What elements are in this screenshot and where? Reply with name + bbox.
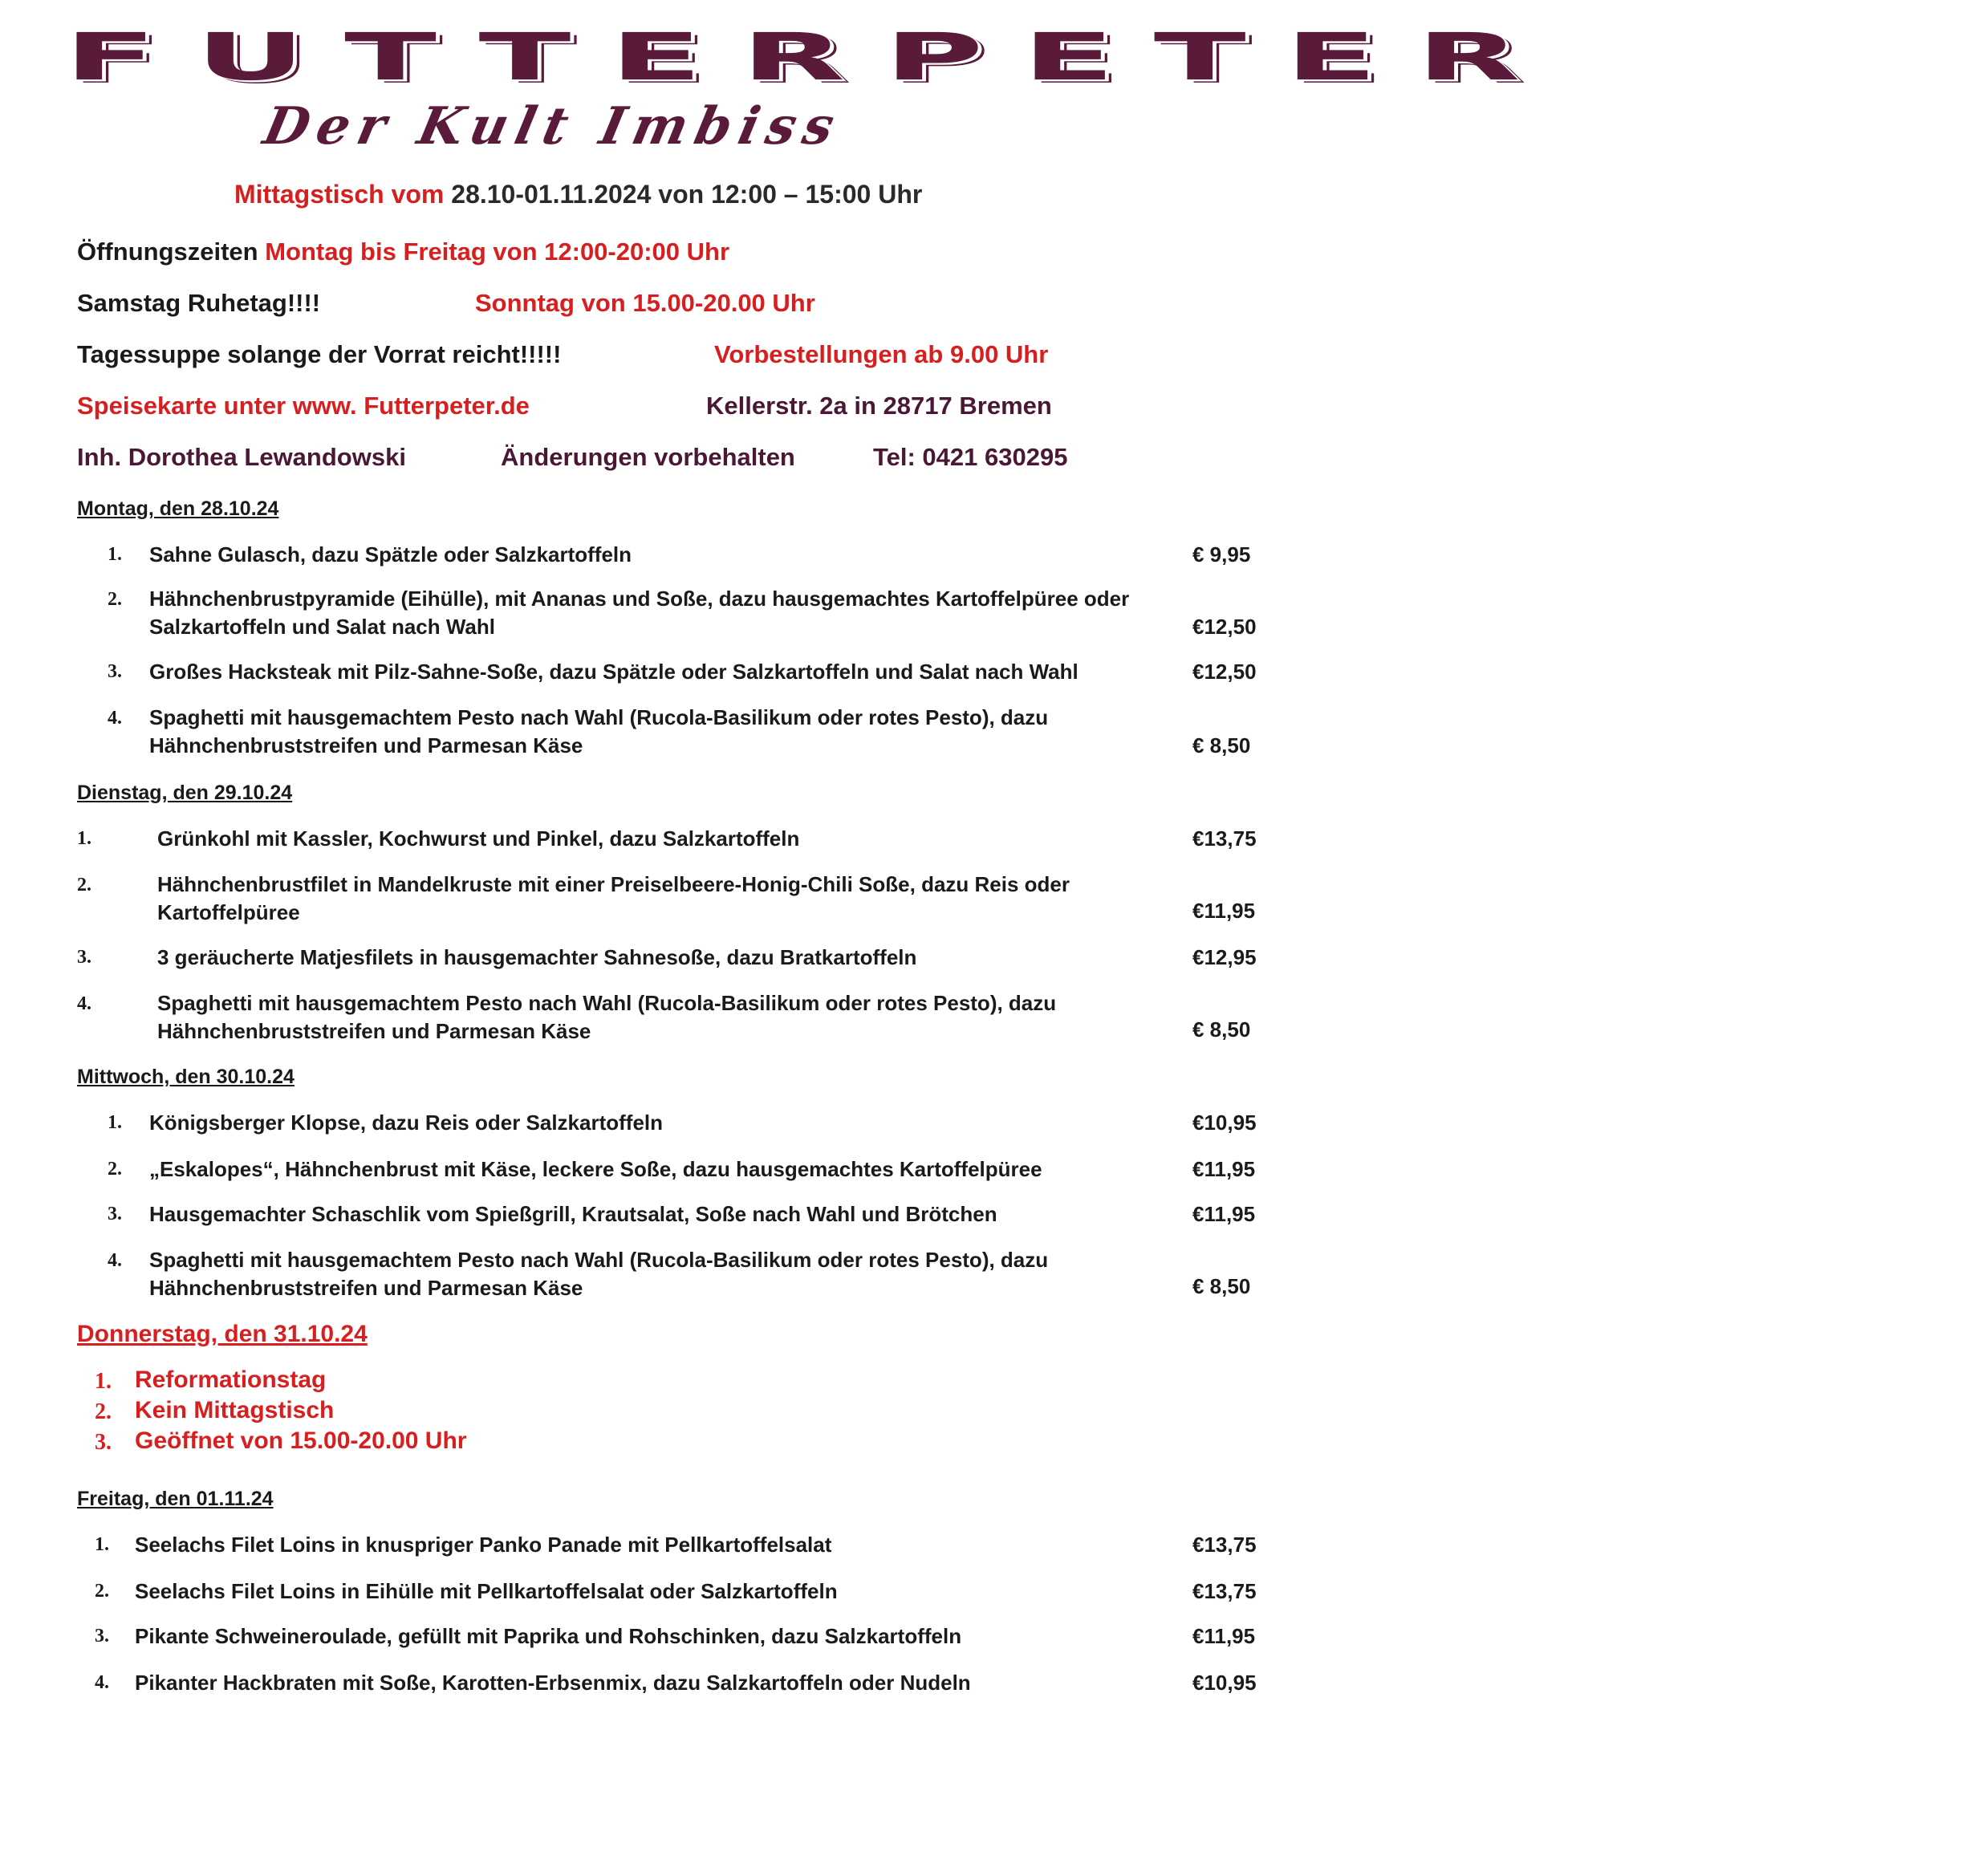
sunday-hours: Sonntag von 15.00-20.00 Uhr [475, 289, 815, 317]
opening-label: Öffnungszeiten [77, 238, 258, 266]
item-number: 1. [95, 1369, 112, 1394]
item-price: €11,95 [1192, 1157, 1256, 1181]
item-price: €12,50 [1192, 660, 1257, 684]
day-heading-thursday: Donnerstag, den 31.10.24 [77, 1321, 368, 1347]
owner: Inh. Dorothea Lewandowski [77, 443, 406, 471]
item-price: €11,95 [1192, 899, 1256, 923]
item-price: €13,75 [1192, 826, 1257, 851]
item-number: 1. [108, 1112, 122, 1133]
menu-item: Seelachs Filet Loins in knuspriger Panko Panade mit Pellkartoffelsalat [135, 1533, 832, 1557]
item-price: €12,50 [1192, 615, 1257, 639]
item-number: 3. [77, 947, 91, 968]
menu-item: Pikanter Hackbraten mit Soße, Karotten-Erbsenmix, dazu Salzkartoffeln oder Nudeln [135, 1671, 971, 1695]
day-heading-tuesday: Dienstag, den 29.10.24 [77, 782, 293, 804]
item-price: €10,95 [1192, 1111, 1257, 1135]
day-heading-friday: Freitag, den 01.11.24 [77, 1488, 274, 1510]
menu-item: Hausgemachter Schaschlik vom Spießgrill, Krautsalat, Soße nach Wahl und Brötchen [149, 1202, 997, 1226]
item-number: 3. [108, 1204, 122, 1224]
menu-item: Königsberger Klopse, dazu Reis oder Salzkartoffeln [149, 1111, 664, 1135]
menu-item: Seelachs Filet Loins in Eihülle mit Pellkartoffelsalat oder Salzkartoffeln [135, 1579, 838, 1603]
item-number: 2. [108, 589, 122, 610]
item-number: 1. [77, 828, 91, 849]
item-number: 4. [77, 993, 91, 1014]
item-number: 3. [95, 1430, 112, 1455]
headline-label: Mittagstisch vom [234, 180, 445, 209]
menu-item: 3 geräucherte Matjesfilets in hausgemachter Sahnesoße, dazu Bratkartoffeln [157, 945, 917, 969]
item-number: 1. [108, 544, 122, 565]
menu-link[interactable]: Speisekarte unter www. Futterpeter.de [77, 392, 530, 420]
headline-dates: 28.10-01.11.2024 von 12:00 – 15:00 Uhr [451, 180, 923, 209]
preorder-note: Vorbestellungen ab 9.00 Uhr [714, 340, 1049, 368]
logo-title: FUTTERPETER [64, 18, 1560, 95]
logo-subtitle: Der Kult Imbiss [258, 96, 847, 156]
item-number: 4. [95, 1672, 109, 1693]
item-number: 4. [108, 1250, 122, 1271]
item-number: 4. [108, 708, 122, 729]
day-heading-monday: Montag, den 28.10.24 [77, 497, 279, 520]
item-number: 1. [95, 1534, 109, 1555]
item-price: € 8,50 [1192, 1274, 1251, 1298]
item-number: 2. [77, 875, 91, 895]
menu-item: Hähnchenbrustfilet in Mandelkruste mit einer Preiselbeere-Honig-Chili Soße, dazu Reis oder Kartoffelpüree [157, 872, 1070, 924]
item-number: 2. [108, 1159, 122, 1180]
item-number: 2. [95, 1399, 112, 1424]
menu-item: Reformationstag [135, 1366, 327, 1393]
menu-item: Hähnchenbrustpyramide (Eihülle), mit Ananas und Soße, dazu hausgemachtes Kartoffelpüree oder Salzkartoffeln und Salat nach Wahl [149, 587, 1130, 639]
menu-item: Spaghetti mit hausgemachtem Pesto nach Wahl (Rucola-Basilikum oder rotes Pesto), dazu Hähnchenbruststreifen und Parmesan Käse [157, 991, 1057, 1043]
changes-note: Änderungen vorbehalten [501, 443, 795, 471]
menu-item: Kein Mittagstisch [135, 1397, 335, 1423]
menu-item: Großes Hacksteak mit Pilz-Sahne-Soße, dazu Spätzle oder Salzkartoffeln und Salat nach Wahl [149, 660, 1078, 684]
item-number: 2. [95, 1581, 109, 1602]
lunch-headline [234, 180, 922, 209]
item-price: € 8,50 [1192, 733, 1251, 757]
opening-hours [77, 238, 729, 266]
item-price: €10,95 [1192, 1671, 1257, 1695]
soup-note: Tagessuppe solange der Vorrat reicht!!!!! [77, 340, 562, 368]
menu-item: Spaghetti mit hausgemachtem Pesto nach Wahl (Rucola-Basilikum oder rotes Pesto), dazu Hähnchenbruststreifen und Parmesan Käse [149, 1248, 1049, 1300]
item-price: € 9,95 [1192, 542, 1251, 566]
item-price: €11,95 [1192, 1202, 1256, 1226]
item-price: €13,75 [1192, 1533, 1257, 1557]
menu-item: Geöffnet von 15.00-20.00 Uhr [135, 1427, 467, 1454]
phone: Tel: 0421 630295 [873, 443, 1068, 471]
menu-item: Sahne Gulasch, dazu Spätzle oder Salzkartoffeln [149, 542, 632, 566]
menu-item: Grünkohl mit Kassler, Kochwurst und Pinkel, dazu Salzkartoffeln [157, 826, 800, 851]
item-price: €13,75 [1192, 1579, 1257, 1603]
menu-item: „Eskalopes“, Hähnchenbrust mit Käse, leckere Soße, dazu hausgemachtes Kartoffelpüree [149, 1157, 1042, 1181]
opening-value: Montag bis Freitag von 12:00-20:00 Uhr [265, 238, 730, 266]
saturday-note: Samstag Ruhetag!!!! [77, 289, 321, 317]
address: Kellerstr. 2a in 28717 Bremen [706, 392, 1052, 420]
item-price: € 8,50 [1192, 1017, 1251, 1042]
day-heading-wednesday: Mittwoch, den 30.10.24 [77, 1066, 295, 1088]
menu-item: Spaghetti mit hausgemachtem Pesto nach Wahl (Rucola-Basilikum oder rotes Pesto), dazu Hähnchenbruststreifen und Parmesan Käse [149, 705, 1049, 757]
item-number: 3. [108, 661, 122, 682]
item-number: 3. [95, 1626, 109, 1647]
item-price: €11,95 [1192, 1624, 1256, 1648]
menu-item: Pikante Schweineroulade, gefüllt mit Paprika und Rohschinken, dazu Salzkartoffeln [135, 1624, 962, 1648]
item-price: €12,95 [1192, 945, 1257, 969]
